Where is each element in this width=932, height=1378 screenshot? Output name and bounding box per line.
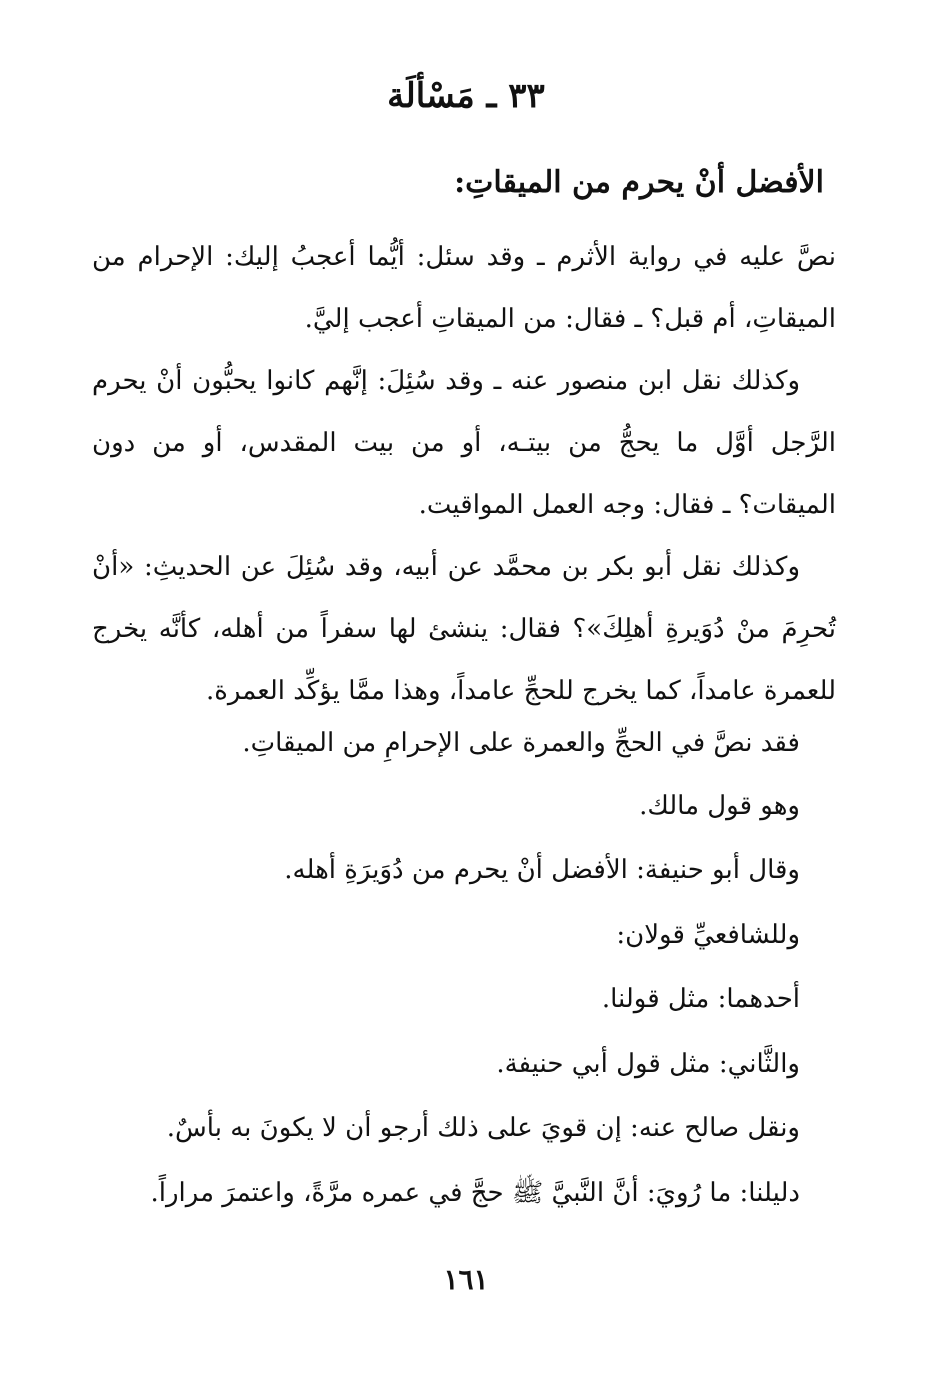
text-line: أحدهما: مثل قولنا. [601, 984, 800, 1014]
paragraph-ibn-mansur: وكذلك نقل ابن منصور عنه ـ وقد سُئِلَ: إنَّهم كانوا يحبُّون أنْ يحرم الرَّجل أوَّل ما يحجُّ من بيتـه، أو من بيت المقدس، أو من دون الميقات؟ ـ فقال: وجه العمل المواقيت. [92, 366, 836, 520]
text-line: ونقل صالح عنه: إن قويَ على ذلك أرجو أن لا يكونَ به بأسٌ. [166, 1113, 800, 1143]
text-line: وقال أبو حنيفة: الأفضل أنْ يحرم من دُوَيرَةِ أهله. [284, 855, 800, 885]
text-line: وللشافعيِّ قولان: [616, 920, 800, 950]
text-line: وهو قول مالك. [639, 791, 800, 821]
paragraph-abu-bakr: وكذلك نقل أبو بكر بن محمَّد عن أبيه، وقد سُئِلَ عن الحديثِ: «أنْ تُحرِمَ منْ دُوَيرةِ أهلِكَ»؟ فقال: ينشئ لها سفراً من أهله، كأنَّه يخرج للعمرة عامداً، كما يخرج للحجِّ عامداً، وهذا ممَّا يؤكِّد العمرة. [92, 552, 836, 706]
section-title: الأفضل أنْ يحرم من الميقاتِ: [454, 165, 824, 200]
text-line: والثَّاني: مثل قول أبي حنيفة. [496, 1049, 800, 1079]
page-number: ١٦١ [443, 1263, 489, 1296]
text-line: دليلنا: ما رُويَ: أنَّ النَّبيَّ ﷺ حجَّ في عمره مرَّةً، واعتمرَ مراراً. [150, 1178, 800, 1208]
text-line: فقد نصَّ في الحجِّ والعمرة على الإحرامِ من الميقاتِ. [242, 728, 800, 758]
paragraph-athram: نصَّ عليه في رواية الأثرم ـ وقد سئل: أيُّما أعجبُ إليك: الإحرام من الميقاتِ، أم قبل؟ ـ فقال: من الميقاتِ أعجب إليَّ. [92, 242, 836, 334]
chapter-heading: ٣٣ ـ مَسْألَة [387, 76, 545, 116]
